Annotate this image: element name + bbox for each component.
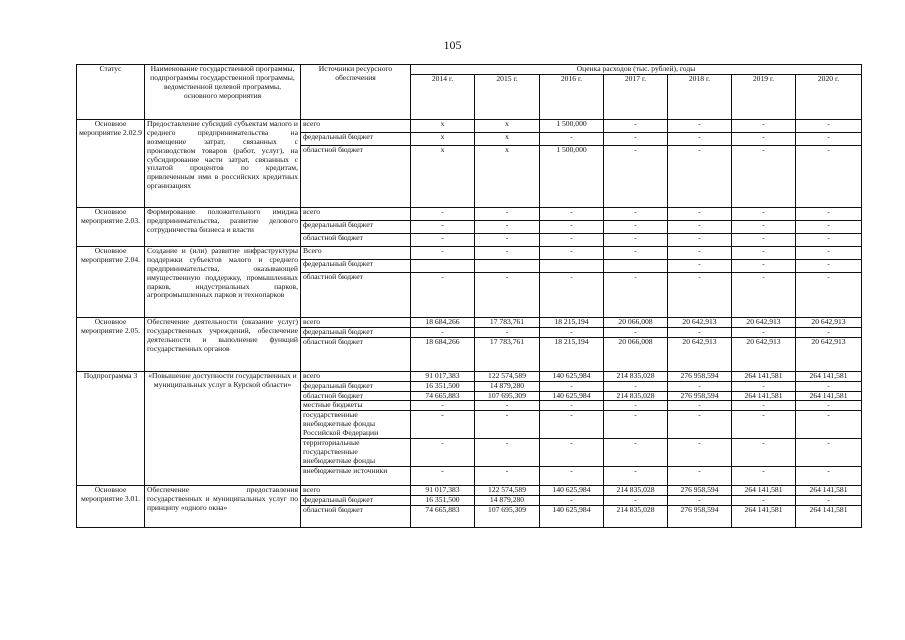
header-status: Статус xyxy=(77,65,145,120)
row-value: 74 665,883 xyxy=(411,505,475,527)
row-value: - xyxy=(604,401,668,411)
header-year: 2014 г. xyxy=(411,74,475,119)
row-value: - xyxy=(732,411,796,439)
row-value: - xyxy=(668,327,732,337)
row-value: - xyxy=(732,207,796,220)
row-value: - xyxy=(732,327,796,337)
row-value: - xyxy=(604,467,668,486)
row-value: - xyxy=(668,233,732,246)
row-value: 91 017,383 xyxy=(411,371,475,381)
row-value: - xyxy=(540,411,604,439)
row-value: - xyxy=(668,145,732,207)
row-source: федеральный бюджет xyxy=(301,495,411,505)
row-source: федеральный бюджет xyxy=(301,132,411,145)
row-status: Основное мероприятие 2.03. xyxy=(77,207,145,246)
row-value: - xyxy=(604,220,668,233)
row-source: всего xyxy=(301,119,411,132)
row-source: областной бюджет xyxy=(301,233,411,246)
row-value: х xyxy=(475,132,540,145)
row-value: 20 642,913 xyxy=(732,317,796,327)
row-status: Основное мероприятие 2.04. xyxy=(77,246,145,317)
row-value: - xyxy=(540,327,604,337)
row-item-name: «Повышение доступности государственных и муниципальных услуг в Курской области» xyxy=(145,371,301,485)
header-year: 2016 г. xyxy=(540,74,604,119)
row-item-name: Формирование положительного имиджа предпринимательства, развитие делового сотрудничества бизнеса и власти xyxy=(145,207,301,246)
header-year: 2020 г. xyxy=(796,74,862,119)
table-row xyxy=(77,207,862,220)
row-value: 214 835,028 xyxy=(604,505,668,527)
row-value: - xyxy=(732,220,796,233)
row-item-name: Создание и (или) развитие инфраструктуры поддержки субъектов малого и среднего предпринимательства, оказывающей имущественную поддержку, промышленных парков, индустриальных парков, агропромышленных парков и технопарков xyxy=(145,246,301,317)
row-source: областной бюджет xyxy=(301,272,411,317)
row-value: - xyxy=(540,439,604,467)
row-value: 107 695,309 xyxy=(475,505,540,527)
row-value: - xyxy=(604,411,668,439)
row-value: х xyxy=(411,145,475,207)
header-sources: Источники ресурсного обеспечения xyxy=(301,65,411,120)
row-value: - xyxy=(796,145,862,207)
row-value: - xyxy=(604,381,668,391)
row-value: х xyxy=(411,119,475,132)
row-value: - xyxy=(604,439,668,467)
row-value: - xyxy=(668,207,732,220)
row-value: 107 695,309 xyxy=(475,391,540,401)
table-row xyxy=(77,119,862,132)
row-value: 20 066,008 xyxy=(604,317,668,327)
row-value: х xyxy=(475,119,540,132)
row-value: 276 958,594 xyxy=(668,505,732,527)
row-value: - xyxy=(732,132,796,145)
row-value: - xyxy=(540,272,604,317)
row-source: всего xyxy=(301,317,411,327)
row-value: 276 958,594 xyxy=(668,486,732,496)
row-value: - xyxy=(411,207,475,220)
row-value: - xyxy=(540,401,604,411)
row-value: 1 500,000 xyxy=(540,119,604,132)
row-value: х xyxy=(475,145,540,207)
row-source: всего xyxy=(301,207,411,220)
table-row xyxy=(77,246,862,259)
row-value: х xyxy=(411,132,475,145)
row-value: - xyxy=(796,381,862,391)
row-value: 1 500,000 xyxy=(540,145,604,207)
row-value: 20 642,913 xyxy=(796,317,862,327)
row-value: - xyxy=(540,233,604,246)
row-value: - xyxy=(411,439,475,467)
row-value: - xyxy=(411,327,475,337)
row-value: - xyxy=(475,439,540,467)
row-value: - xyxy=(732,272,796,317)
row-value: 74 665,883 xyxy=(411,391,475,401)
row-value: - xyxy=(604,233,668,246)
row-value: - xyxy=(668,272,732,317)
row-value xyxy=(540,259,604,272)
row-value: 214 835,028 xyxy=(604,391,668,401)
row-source: всего xyxy=(301,486,411,496)
row-value: 18 215,194 xyxy=(540,317,604,327)
row-value: - xyxy=(604,495,668,505)
row-value: 276 958,594 xyxy=(668,391,732,401)
row-value: 20 642,913 xyxy=(668,317,732,327)
row-value xyxy=(475,259,540,272)
row-value: 20 066,008 xyxy=(604,337,668,371)
row-value: - xyxy=(732,467,796,486)
row-value: 264 141,581 xyxy=(732,486,796,496)
row-value: - xyxy=(796,495,862,505)
row-source: областной бюджет xyxy=(301,145,411,207)
row-value: - xyxy=(732,401,796,411)
row-value: 18 215,194 xyxy=(540,337,604,371)
row-value: - xyxy=(475,246,540,259)
row-value: 18 684,266 xyxy=(411,317,475,327)
row-value: - xyxy=(668,220,732,233)
header-year: 2017 г. xyxy=(604,74,668,119)
row-value: 264 141,581 xyxy=(796,391,862,401)
row-value: - xyxy=(796,220,862,233)
row-value: - xyxy=(475,401,540,411)
row-value: 140 625,984 xyxy=(540,371,604,381)
row-source: областной бюджет xyxy=(301,337,411,371)
row-value: - xyxy=(411,401,475,411)
row-status: Основное мероприятие 2.05. xyxy=(77,317,145,371)
row-item-name: Обеспечение деятельности (оказание услуг) государственных учреждений, обеспечение деятельности и выполнение функций государственных органов xyxy=(145,317,301,371)
row-value: 16 351,500 xyxy=(411,495,475,505)
row-value: 18 684,266 xyxy=(411,337,475,371)
row-value: - xyxy=(796,207,862,220)
header-year: 2018 г. xyxy=(668,74,732,119)
page-number: 105 xyxy=(443,38,462,52)
row-value: - xyxy=(668,467,732,486)
row-source: федеральный бюджет xyxy=(301,259,411,272)
row-value: 20 642,913 xyxy=(732,337,796,371)
row-source: федеральный бюджет xyxy=(301,220,411,233)
row-value: 122 574,589 xyxy=(475,371,540,381)
table-row xyxy=(77,371,862,381)
row-value: - xyxy=(411,220,475,233)
row-source: федеральный бюджет xyxy=(301,381,411,391)
row-value: 91 017,383 xyxy=(411,486,475,496)
row-value: - xyxy=(475,233,540,246)
row-item-name: Предоставление субсидий субъектам малого и среднего предпринимательства на возмещение затрат, связанных с производством товаров (работ, услуг), на субсидирование части затрат, связанных с уплатой процентов по кредитам, привлеченным ими в российских кредитных организациях xyxy=(145,119,301,207)
row-status: Подпрограмма 3 xyxy=(77,371,145,485)
row-value: - xyxy=(796,327,862,337)
row-value: 17 783,761 xyxy=(475,317,540,327)
row-source: федеральный бюджет xyxy=(301,327,411,337)
row-value: - xyxy=(411,411,475,439)
row-value: - xyxy=(796,246,862,259)
row-value: - xyxy=(540,220,604,233)
table-body xyxy=(77,119,862,527)
row-value: - xyxy=(668,246,732,259)
row-value: - xyxy=(604,145,668,207)
row-value: - xyxy=(668,411,732,439)
row-value: 264 141,581 xyxy=(796,371,862,381)
row-value: - xyxy=(796,272,862,317)
header-year: 2015 г. xyxy=(475,74,540,119)
row-value: - xyxy=(540,467,604,486)
row-value: - xyxy=(475,220,540,233)
row-source: внебюджетные источники xyxy=(301,467,411,486)
row-value: - xyxy=(668,259,732,272)
row-value: - xyxy=(604,207,668,220)
row-value: 276 958,594 xyxy=(668,371,732,381)
row-value: - xyxy=(732,439,796,467)
row-value: 264 141,581 xyxy=(732,371,796,381)
row-value xyxy=(604,259,668,272)
row-value: 264 141,581 xyxy=(732,505,796,527)
row-source: территориальные государственные внебюджетные фонды xyxy=(301,439,411,467)
row-value: - xyxy=(411,467,475,486)
row-value: - xyxy=(732,119,796,132)
row-value: - xyxy=(796,411,862,439)
row-value: - xyxy=(668,401,732,411)
row-value: - xyxy=(796,259,862,272)
row-value: - xyxy=(475,411,540,439)
row-value: - xyxy=(604,132,668,145)
row-value: - xyxy=(411,272,475,317)
row-value: - xyxy=(732,233,796,246)
row-value: - xyxy=(475,327,540,337)
header-estimate: Оценка расходов (тыс. рублей), годы xyxy=(411,65,862,75)
header-year: 2019 г. xyxy=(732,74,796,119)
row-value: 20 642,913 xyxy=(668,337,732,371)
row-value: 264 141,581 xyxy=(796,505,862,527)
row-source: государственные внебюджетные фонды Российской Федерации xyxy=(301,411,411,439)
row-value: - xyxy=(732,145,796,207)
row-value: - xyxy=(732,259,796,272)
row-value: - xyxy=(604,272,668,317)
row-value: - xyxy=(540,207,604,220)
row-value: - xyxy=(796,401,862,411)
row-value: 214 835,028 xyxy=(604,486,668,496)
row-value: - xyxy=(668,381,732,391)
row-value: - xyxy=(604,327,668,337)
row-value: - xyxy=(796,439,862,467)
row-source: областной бюджет xyxy=(301,505,411,527)
row-value: - xyxy=(540,381,604,391)
row-value: - xyxy=(668,439,732,467)
row-value: - xyxy=(732,381,796,391)
header-name: Наименование государственной программы, подпрограммы государственной программы, ведомственной целевой программы, основного мероприятия xyxy=(145,65,301,120)
row-source: Всего xyxy=(301,246,411,259)
resource-table xyxy=(76,64,862,528)
row-source: областной бюджет xyxy=(301,391,411,401)
row-value: - xyxy=(732,495,796,505)
row-value: 20 642,913 xyxy=(796,337,862,371)
row-value: - xyxy=(796,132,862,145)
row-value: 16 351,500 xyxy=(411,381,475,391)
row-value: 14 879,280 xyxy=(475,495,540,505)
row-value: - xyxy=(475,272,540,317)
row-source: всего xyxy=(301,371,411,381)
row-value: - xyxy=(668,132,732,145)
row-value: 14 879,280 xyxy=(475,381,540,391)
table-row xyxy=(77,486,862,496)
table-row xyxy=(77,317,862,327)
row-value: - xyxy=(796,119,862,132)
row-value: 214 835,028 xyxy=(604,371,668,381)
row-value: - xyxy=(668,495,732,505)
row-value: - xyxy=(540,246,604,259)
row-value: - xyxy=(668,119,732,132)
row-value: - xyxy=(411,233,475,246)
row-status: Основное мероприятие 2.02.9 xyxy=(77,119,145,207)
row-value: - xyxy=(796,467,862,486)
row-value: 140 625,984 xyxy=(540,486,604,496)
row-value: - xyxy=(411,246,475,259)
row-value: - xyxy=(732,246,796,259)
row-value: 17 783,761 xyxy=(475,337,540,371)
row-value xyxy=(411,259,475,272)
row-item-name: Обеспечение предоставления государственных и муниципальных услуг по принципу «одного окна» xyxy=(145,486,301,528)
row-value: - xyxy=(475,467,540,486)
row-value: - xyxy=(540,495,604,505)
row-value: - xyxy=(796,233,862,246)
row-value: 264 141,581 xyxy=(732,391,796,401)
row-source: местные бюджеты xyxy=(301,401,411,411)
row-value: 122 574,589 xyxy=(475,486,540,496)
row-value: 264 141,581 xyxy=(796,486,862,496)
row-value: 140 625,984 xyxy=(540,391,604,401)
row-value: - xyxy=(604,246,668,259)
row-status: Основное мероприятие 3.01. xyxy=(77,486,145,528)
row-value: - xyxy=(604,119,668,132)
row-value: 140 625,984 xyxy=(540,505,604,527)
row-value: - xyxy=(540,132,604,145)
row-value: - xyxy=(475,207,540,220)
